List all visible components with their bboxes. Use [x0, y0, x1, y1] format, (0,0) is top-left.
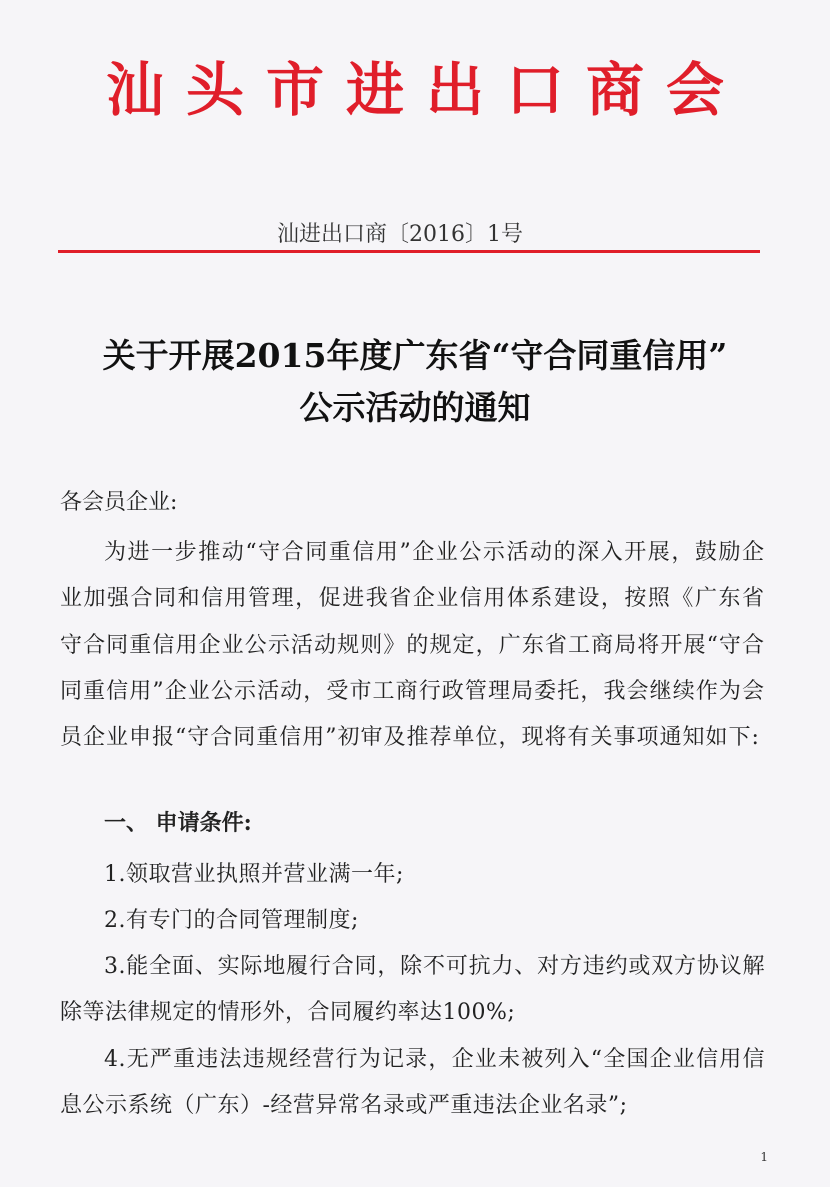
section-heading: 一、 申请条件:	[104, 810, 252, 836]
letterhead-red-rule	[58, 250, 760, 253]
condition-item-1: 1.领取营业执照并营业满一年;	[104, 862, 404, 887]
condition-item-2: 2.有专门的合同管理制度;	[104, 908, 359, 933]
title-line-1: 关于开展2015年度广东省“守合同重信用”	[102, 336, 728, 375]
title-line-2: 公示活动的通知	[299, 388, 531, 427]
letterhead-org-name: 汕头市进出口商会	[105, 56, 746, 124]
page-number: 1	[760, 1150, 768, 1164]
intro-paragraph: 为进一步推动“守合同重信用”企业公示活动的深入开展，鼓励企业加强合同和信用管理，促进我省企业信用体系建设，按照《广东省守合同重信用企业公示活动规则》的规定，广东省工商局将开展“守合同重信用”企业公示活动，受市工商行政管理局委托，我会继续作为会员企业申报“守合同重信用”初审及推荐单位，现将有关事项通知如下:	[60, 540, 765, 751]
condition-item-4: 4.无严重违法违规经营行为记录，企业未被列入“全国企业信用信息公示系统（广东）-经营异常名录或严重违法企业名录”;	[60, 1047, 765, 1119]
salutation: 各会员企业:	[60, 490, 178, 515]
condition-item-3: 3.能全面、实际地履行合同，除不可抗力、对方违约或双方协议解除等法律规定的情形外，合同履约率达100%;	[60, 954, 765, 1026]
document-title	[0, 330, 830, 434]
document-number: 汕进出口商〔2016〕1号	[277, 222, 523, 247]
